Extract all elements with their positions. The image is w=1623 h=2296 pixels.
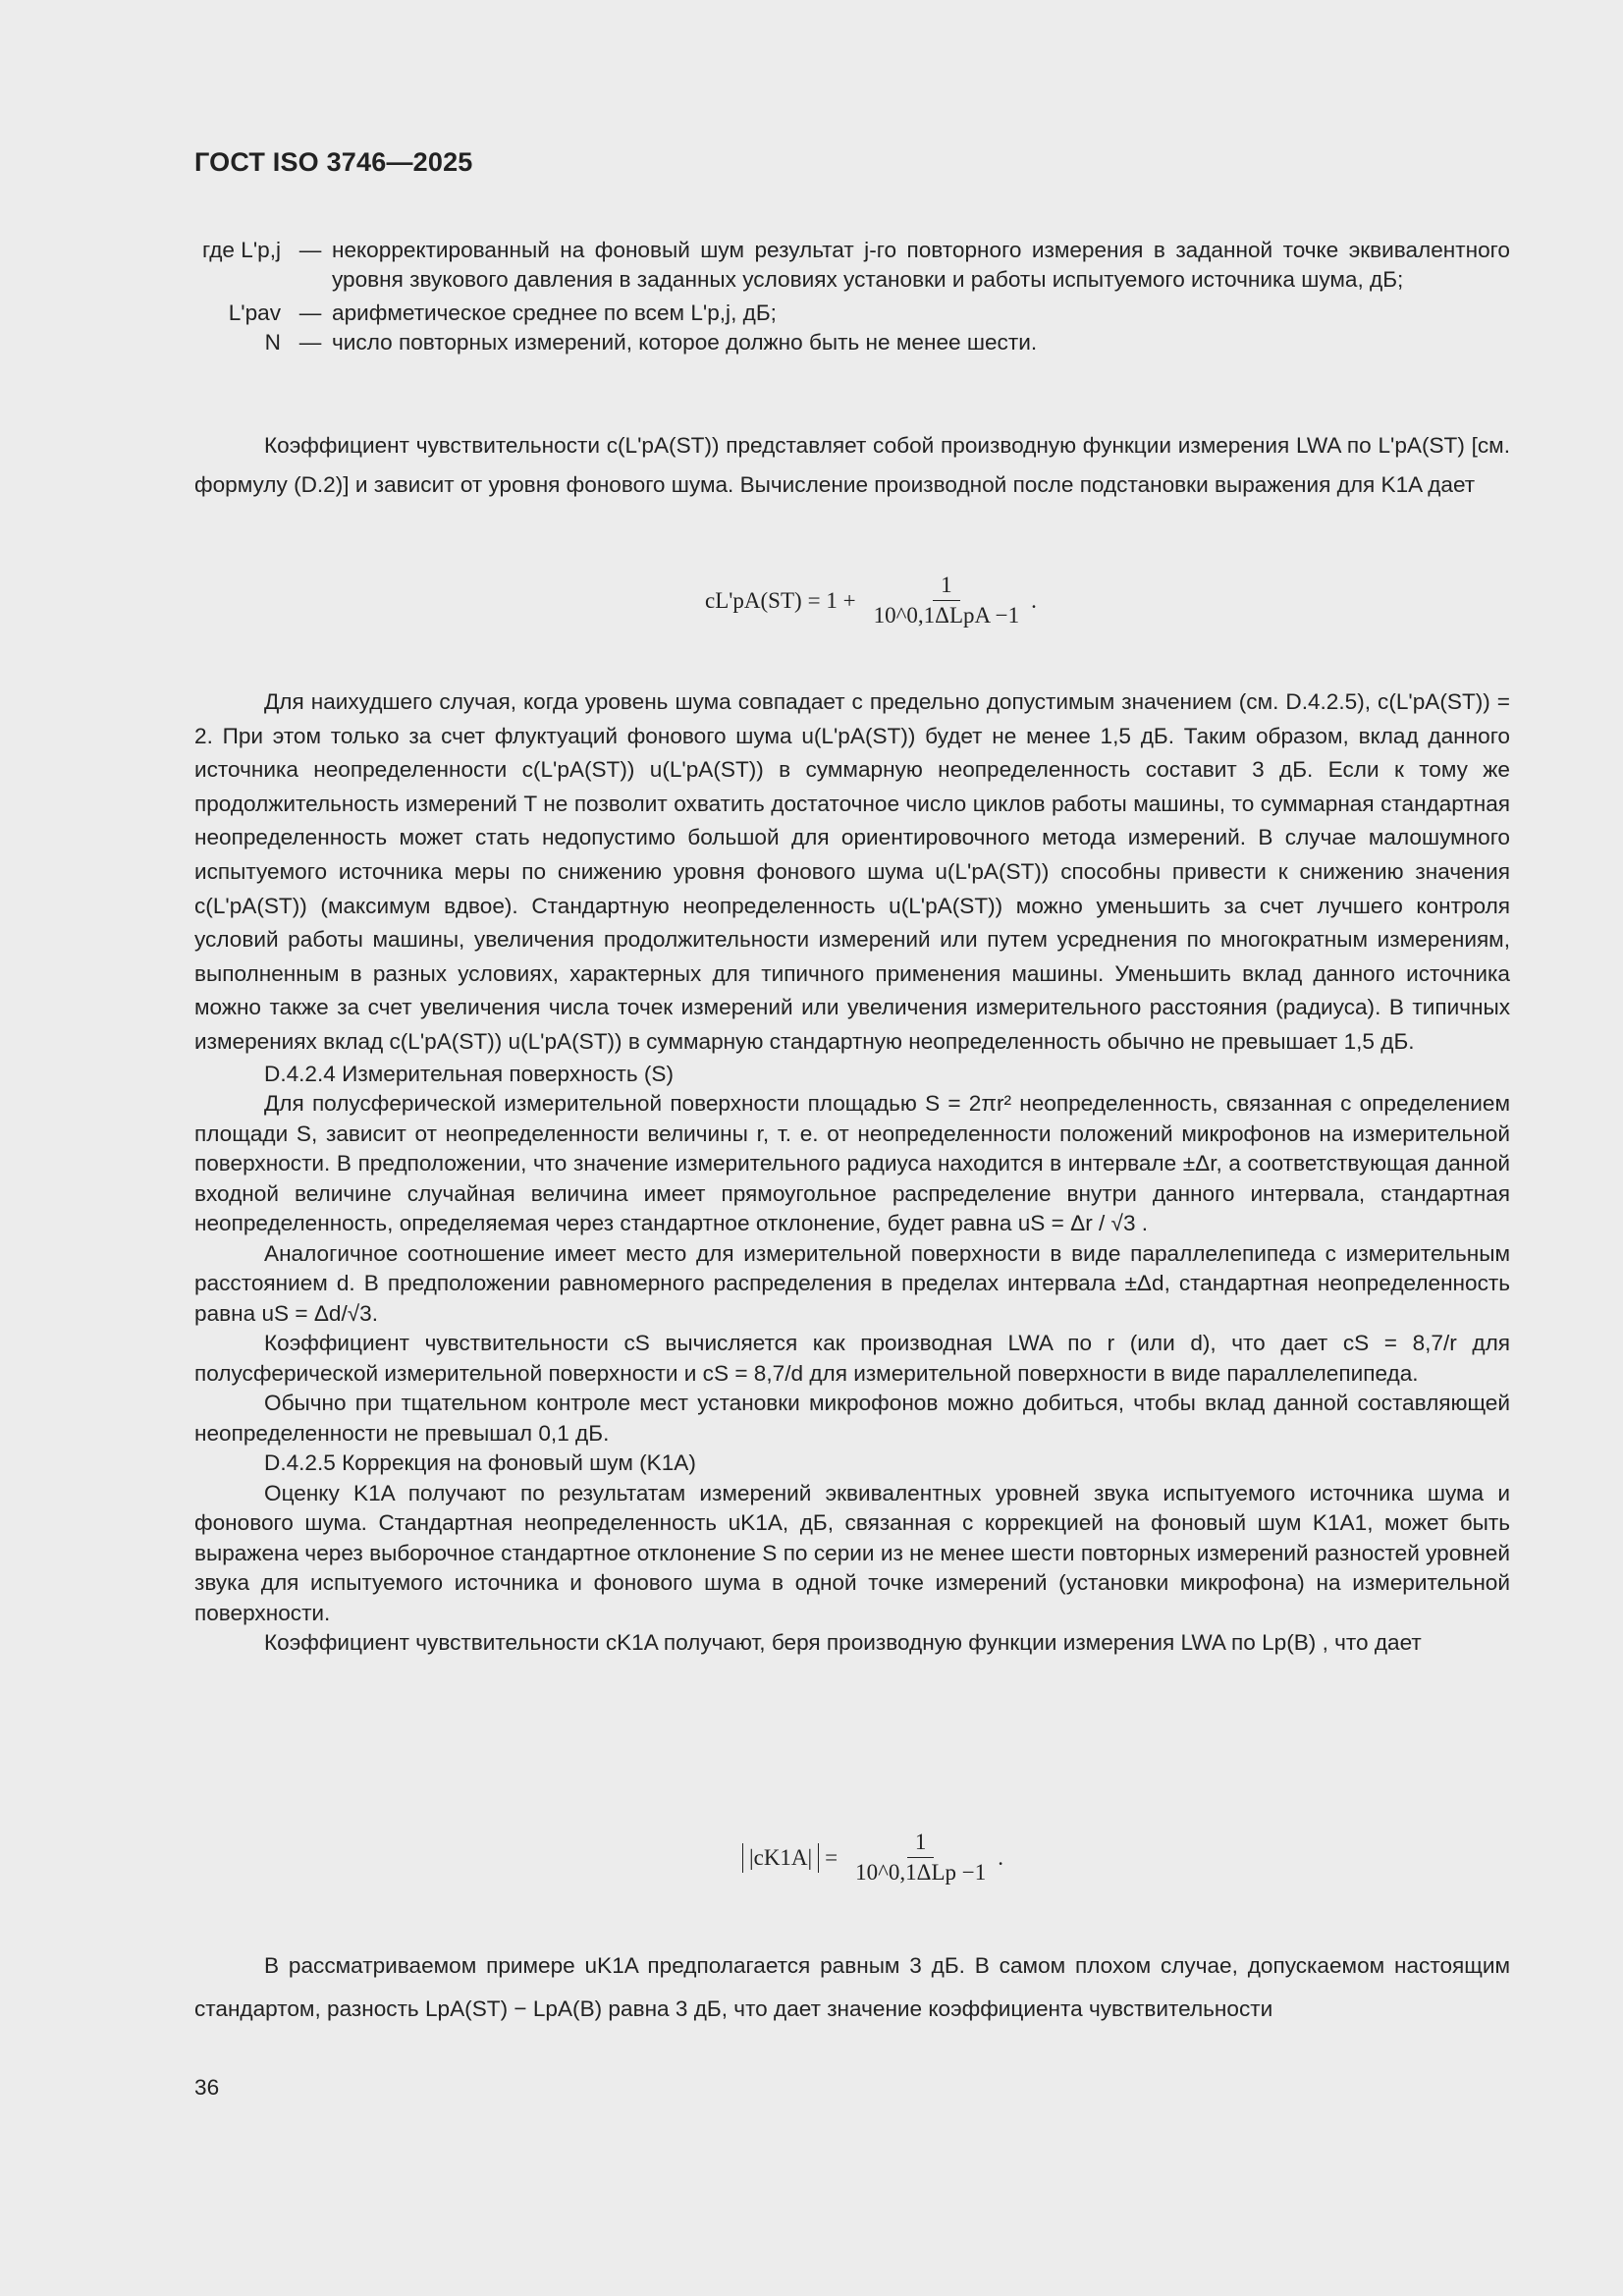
definition-dash: — [298,301,322,325]
definitions-list [194,236,1510,357]
paragraph: Аналогичное соотношение имеет место для измерительной поверхности в виде параллелепипеда с измерительным расстоянием d. В предположении равномерного распределения в пределах интервала ±Δd, стандартная неопределенность равна uS = Δd/√3. [194,1240,1510,1326]
formula-sensitivity-background [705,573,1037,629]
definition-text: некорректированный на фоновый шум результат j-го повторного измерения в заданной точке эквивалентного уровня звукового давления в заданных условиях установки и работы испытуемого источника шума, дБ; [332,238,1510,292]
paragraph: Для полусферической измерительной поверхности площадью S = 2πr² неопределенность, связанная с определением площади S, зависит от неопределенности величины r, т. е. от неопределенности положений микрофонов на измерительной поверхности. В предположении, что значение измерительного радиуса находится в интервале ±Δr, а соответствующая данной входной величине случайная величина имеет прямоугольное распределение внутри данного интервала, стандартная неопределенность, определяемая через стандартное отклонение, будет равна uS = Δr / √3 . [194,1091,1510,1236]
formula-operator: = 1 + [807,587,856,613]
paragraph: Коэффициент чувствительности c(L'pA(ST)) представляет собой производную функции измерения LWA по L'pA(ST) [см. формулу (D.2)] и зависит от уровня фонового шума. Вычисление производной после подстановки выражения для K1A дает [194,433,1510,497]
formula-fraction [866,573,1027,629]
paragraph: Коэффициент чувствительности cS вычисляется как производная LWA по r (или d), что дает cS = 8,7/r для полусферической измерительной поверхности и cS = 8,7/d для измерительной поверхности в виде параллелепипеда. [194,1331,1510,1386]
formula-numerator: 1 [933,573,960,601]
formula-end: . [998,1844,1003,1870]
paragraph: Обычно при тщательном контроле мест установки микрофонов можно добиться, чтобы вклад данной составляющей неопределенности не превышал 0,1 дБ. [194,1391,1510,1446]
definition-text: арифметическое среднее по всем L'p,j, дБ; [332,301,777,325]
formula-numerator: 1 [907,1830,935,1858]
section-title: D.4.2.4 Измерительная поверхность (S) [264,1061,675,1086]
formula-operator: = [825,1844,839,1870]
formula-lhs: cL'pA(ST) [705,587,802,613]
definition-row [194,236,1510,295]
formula-end: . [1031,587,1037,613]
formula-denominator: 10^0,1ΔLpA −1 [873,603,1020,628]
definition-text: число повторных измерений, которое должно быть не менее шести. [332,330,1038,355]
definition-row [194,299,1510,328]
formula-denominator: 10^0,1ΔLp −1 [855,1860,987,1885]
section-title: D.4.2.5 Коррекция на фоновый шум (K1A) [264,1450,696,1476]
paragraph: Оценку K1A получают по результатам измерений эквивалентных уровней звука испытуемого источника шума и фонового шума. Стандартная неопределенность uK1A, дБ, связанная с коррекцией на фоновый шум K1A1, может быть выражена через выборочное стандартное отклонение S по серии из не менее шести повторных измерений разностей уровней звука для испытуемого источника и фонового шума в одной точке измерений (установки микрофона) на измерительной поверхности. [194,1480,1510,1625]
definition-dash: — [298,238,322,262]
definition-symbol: N [264,330,281,355]
body-block-3 [194,1944,1510,2031]
body-block-1 [194,426,1510,505]
formula-lhs: |cK1A| [742,1843,819,1873]
definition-row [194,328,1510,357]
paragraph: Для наихудшего случая, когда уровень шума совпадает с предельно допустимым значением (см. D.4.2.5), c(L'pA(ST)) = 2. При этом только за счет флуктуаций фонового шума u(L'pA(ST)) будет не менее 1,5 дБ. Таким образом, вклад данного источника неопределенности c(L'pA(ST)) u(L'pA(ST)) в суммарную неопределенность составит 3 дБ. Если к тому же продолжительность измерений T не позволит охватить достаточное число циклов работы машины, то суммарная стандартная неопределенность может стать недопустимо большой для ориентировочного метода измерений. В случае малошумного испытуемого источника меры по снижению уровня фонового шума u(L'pA(ST)) способны привести к снижению значения c(L'pA(ST)) (максимум вдвое). Стандартную неопределенность u(L'pA(ST)) можно уменьшить за счет лучшего контроля условий работы машины, увеличения продолжительности измерений или путем усреднения по многократным измерениям, выполненным в разных условиях, характерных для типичного применения машины. Уменьшить вклад данного источника можно также за счет увеличения числа точек измерений или увеличения измерительного расстояния (радиуса). В типичных измерениях вклад c(L'pA(ST)) u(L'pA(ST)) в суммарную стандартную неопределенность обычно не превышает 1,5 дБ. [194,689,1510,1054]
formula-fraction [847,1830,994,1886]
paragraph: Коэффициент чувствительности cK1A получают, беря производную функции измерения LWA по Lp(B) , что дает [264,1630,1422,1656]
paragraph: В рассматриваемом примере uK1A предполагается равным 3 дБ. В самом плохом случае, допускаемом настоящим стандартом, разность LpA(ST) − LpA(B) равна 3 дБ, что дает значение коэффициента чувствительности [194,1953,1510,2021]
definition-symbol: L'pav [228,301,281,325]
formula-sensitivity-correction [742,1830,1003,1886]
body-block-2 [194,685,1510,1659]
page-number: 36 [194,2075,220,2100]
definition-dash: — [298,330,322,355]
document-header: ГОСТ ISO 3746—2025 [194,147,473,177]
definition-symbol: где L'p,j [202,238,281,262]
